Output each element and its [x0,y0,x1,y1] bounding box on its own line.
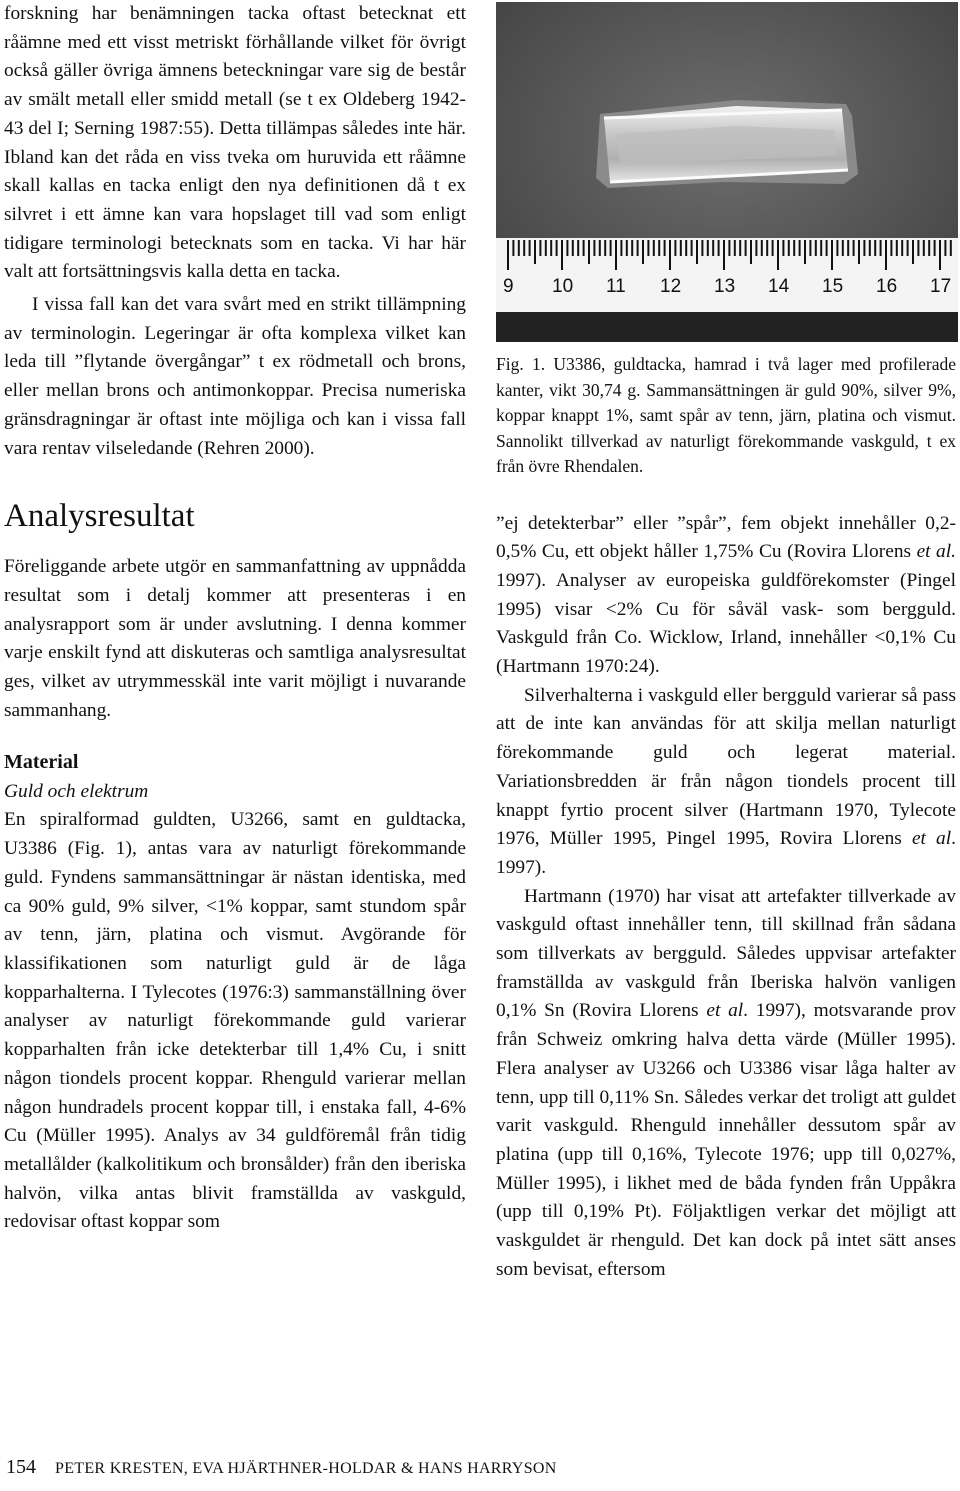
figure-photo [496,2,958,342]
scale-ruler [496,238,958,312]
subsubsection-heading: Guld och elektrum [4,781,149,803]
body-paragraph: ”ej detekterbar” eller ”spår”, fem objekt innehåller 0,2-0,5% Cu, ett objekt håller 1,75% Cu (Rovira Llorens et al. 1997). Analyser av europeiska guldförekomster (Pingel 1995) visar <2% Cu för såväl vask- som bergguld. Vaskguld från Co. Wicklow, Irland, innehåller <0,1% Cu (Hartmann 1970:24). [496,512,956,678]
ruler-number: 17 [930,276,952,297]
body-paragraph: I vissa fall kan det vara svårt med en strikt tillämpning av terminologin. Legeringar är ofta komplexa vilket kan leda till ”flytande övergångar” t ex rödmetall och brons, eller mellan brons och antimonkoppar. Precisa numeriska gränsdragningar är oftast inte möjliga och kan i vissa fall vara rentav vilseledande (Rehren 2000). [4,294,466,459]
body-paragraph: En spiralformad guldten, U3266, samt en guldtacka, U3386 (Fig. 1), antas vara av naturligt förekommande guld. Fyndens sammansättningar är nästan identiska, med ca 90% guld, 9% silver, <1% koppar, samt stundom spår av tenn, järn, platina och vismut. Avgörande för klassifikationen som naturligt guld är de låga kopparhalterna. I Tylecotes (1976:3) sammanställning över analyser av naturligt förekommande guld varierar kopparhalten från icke detekterbar till 1,4% Cu, i snitt någon tiondels procent koppar. Rhenguld varierar mellan någon hundradels procent koppar till, i enstaka fall, 4-6% Cu (Müller 1995). Analys av 34 guldföremål från tidig metallålder (kalkolitikum och bronsålder) från den iberiska halvön, vilka antas blivit framställda av vaskguld, redovisar oftast koppar som [4,809,466,1233]
ruler-number: 14 [768,276,790,297]
body-paragraph: Silverhalterna i vaskguld eller bergguld varierar så pass att de inte kan användas för att skilja mellan naturligt förekommande guld och legerat material. Variationsbredden är från någon tiondels procent till knappt fyrtio procent silver (Hartmann 1970, Tylecote 1976, Müller 1995, Pingel 1995, Rovira Llorens et al. 1997). [496,684,956,878]
body-paragraph: forskning har benämningen tacka oftast betecknat ett råämne med ett visst metriskt förhållande vilket för övrigt också gäller övriga ämnens beteckningar vare sig de består av smält metall eller smidd metall (se t ex Oldeberg 1942-43 del I; Serning 1987:55). Detta tillämpas således inte här. Ibland kan det råda en viss tveka om huruvida ett råämne skall kallas en tacka enligt den nya definitionen då t ex silvret i ett ämne kan vara hopslaget till vad som enligt tidigare terminologi betecknats som en tacka. Vi har här valt att fortsättningsvis kalla detta en tacka. [4,3,466,283]
body-paragraph: Föreliggande arbete utgör en sammanfattning av uppnådda resultat som i detalj kommer att presenteras i en analysrapport som är under avslutning. I denna kommer varje enskilt fynd att diskuteras och samtliga analysresultat ges, vilket av utrymmesskäl inte varit möjligt i nuvarande sammanhang. [4,556,466,721]
body-paragraph: Hartmann (1970) har visat att artefakter tillverkade av vaskguld oftast innehåller tenn, till skillnad från sådana som tillverkats av bergguld. Således uppvisar artefakter framställda av vaskguld från Iberiska halvön vanligen 0,1% Sn (Rovira Llorens et al. 1997), motsvarande prov från Schweiz omkring halva detta värde (Müller 1995). Flera analyser av U3266 och U3386 visar låga halter av tenn, upp till 0,11% Sn. Således verkar det troligt att guldet varit vaskguld. Rhenguld innehåller dessutom spår av platina (upp till 0,16%, Tylecote 1976; upp till 0,027%, Müller 1995), i likhet med de båda fynden från Uppåkra (upp till 0,19% Pt). Följaktligen verkar det möjligt att vaskguldet är rhenguld. Det kan dock på intet sätt anses som bevisat, eftersom [496,885,956,1280]
gold-ingot-photo [496,2,958,342]
right-column [496,0,956,1284]
ruler-number: 16 [876,276,898,297]
subsection-heading: Material [4,751,79,774]
running-footer-authors: PETER KRESTEN, EVA HJÄRTHNER-HOLDAR & HANS HARRYSON [55,1460,557,1477]
left-column [4,0,466,1237]
ruler-number: 13 [714,276,736,297]
figure-caption: Fig. 1. U3386, guldtacka, hamrad i två lager med profilerade kanter, vikt 30,74 g. Sammansättningen är guld 90%, silver 9%, koppar knappt 1%, samt spår av tenn, järn, platina och vismut. Sannolikt tillverkad av naturligt förekommande vaskguld, t ex från övre Rhendalen. [496,354,956,476]
ruler-number: 11 [606,276,626,297]
gold-ingot [596,100,858,188]
ruler-number: 9 [503,276,514,297]
page-footer [6,1456,557,1479]
ruler-number: 12 [660,276,682,297]
ruler-number: 15 [822,276,844,297]
page-number: 154 [6,1456,36,1478]
ruler-number: 10 [552,276,574,297]
section-heading: Analysresultat [4,498,195,535]
